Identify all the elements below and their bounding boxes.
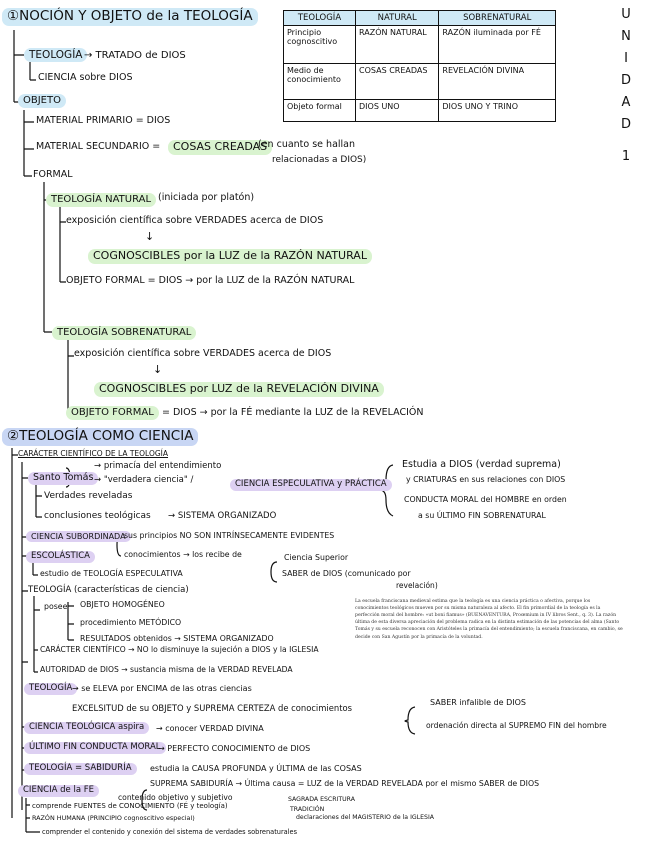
objeto-formal-sobrenatural-text: = DIOS → por la FÉ mediante la LUZ de la REVELACIÓN [162,407,424,418]
unit-letter: D [620,73,631,88]
criaturas-text: y CRIATURAS en sus relaciones con DIOS [406,475,566,484]
formal-label: FORMAL [33,169,73,180]
magisterio: declaraciones del MAGISTERIO de la IGLESIA [296,814,435,821]
conclusiones-teologicas: conclusiones teológicas [44,511,151,521]
objeto-label: OBJETO [18,94,66,108]
escolastica: ESCOLÁSTICA [26,551,95,563]
sistema-organizado: → SISTEMA ORGANIZADO [168,511,277,521]
sagrada-escritura: SAGRADA ESCRITURA [288,796,355,803]
contenido-text: contenido objetivo y subjetivo [118,793,233,802]
table-header: NATURAL [356,11,439,26]
table-cell: Medio de conocimiento [284,64,356,100]
material-primario: MATERIAL PRIMARIO = DIOS [36,115,171,126]
primacia-text: → primacía del entendimiento [94,461,222,471]
ciencia-teologica-aspira: CIENCIA TEOLÓGICA aspira [24,722,149,734]
table-cell: Objeto formal [284,100,356,122]
procedimiento-metodico: procedimiento METÓDICO [80,618,182,627]
table-cell: DIOS UNO Y TRINO [439,100,556,122]
comparison-table [283,10,556,122]
en-cuanto-text: (en cuanto se hallan [258,139,356,150]
teologia-natural-label: TEOLOGÍA NATURAL [46,193,156,207]
ciencia-text: CIENCIA sobre DIOS [38,72,133,83]
sus-principios: sus principios NO SON INTRÍNSECAMENTE EVIDENTES [124,531,335,540]
autoridad-dios: AUTORIDAD de DIOS → sustancia misma de la VERDAD REVELADA [40,665,293,674]
conocer-verdad: → conocer VERDAD DIVINA [156,724,264,733]
exposicion-natural: exposición científica sobre VERDADES acerca de DIOS [66,215,324,226]
comprender-contenido: comprender el contenido y conexión del sistema de verdades sobrenaturales [42,828,298,836]
table-header: TEOLOGÍA [284,11,356,26]
especulativa-practica: CIENCIA ESPECULATIVA y PRÁCTICA [230,479,392,491]
perfecto-conocimiento: → PERFECTO CONOCIMIENTO de DIOS [158,744,311,753]
material-secundario: MATERIAL SECUNDARIO = [36,141,161,152]
objeto-formal-sobrenatural-label: OBJETO FORMAL [66,406,159,420]
table-cell: RAZÓN NATURAL [356,26,439,64]
table-cell: DIOS UNO [356,100,439,122]
excelsitud: EXCELSITUD de su OBJETO y SUPREMA CERTEZA de conocimientos [72,703,352,713]
exposicion-sobrenatural: exposición científica sobre VERDADES acerca de DIOS [74,348,332,359]
suprema-sabiduria: SUPREMA SABIDURÍA → Última causa = LUZ de la VERDAD REVELADA por el mismo SABER de DIOS [150,779,540,788]
verdades-reveladas: Verdades reveladas [44,491,133,501]
teologia-sabiduria: TEOLOGÍA = SABIDURÍA [24,763,137,775]
se-eleva: → se ELEVA por ENCIMA de las otras ciencias [72,684,252,693]
unit-letter [618,136,634,146]
razon-humana: RAZÓN HUMANA (PRINCIPIO cognoscitivo especial) [32,814,195,822]
teologia-eleva-label: TEOLOGÍA [24,683,77,695]
estudia-dios: Estudia a DIOS (verdad suprema) [402,459,561,470]
unit-letter: I [624,51,628,66]
table-row [284,64,556,100]
cosas-creadas: COSAS CREADAS [168,140,272,155]
down-arrow: ↓ [145,230,155,243]
tradicion: TRADICIÓN [290,806,325,813]
objeto-homogeneo: OBJETO HOMOGÉNEO [80,600,165,609]
unit-letter: D [620,117,631,132]
posee-label: posee [44,602,68,611]
ultimo-fin-sobrenatural: a su ÚLTIMO FIN SOBRENATURAL [418,511,546,520]
table-cell: Principio cognoscitivo [284,26,356,64]
unit-letter: A [621,95,631,110]
table-cell: REVELACIÓN DIVINA [439,64,556,100]
iniciada-text: (iniciada por platón) [158,192,255,203]
tratado-text: → TRATADO de DIOS [84,50,186,61]
table-cell: RAZÓN iluminada por FÉ [439,26,556,64]
cognoscibles-natural: COGNOSCIBLES por la LUZ de la RAZÓN NATURAL [88,249,372,264]
table-cell: COSAS CREADAS [356,64,439,100]
saber-infalible: SABER infalible de DIOS [430,698,527,707]
saber-de-dios: SABER de DIOS (comunicado por [282,569,411,578]
cognoscibles-sobrenatural: COGNOSCIBLES por LUZ de la REVELACIÓN DIVINA [94,382,384,397]
ciencia-subordinada: CIENCIA SUBORDINADA [26,531,131,542]
revelacion-text: revelación) [396,581,438,590]
conocimientos-text: conocimientos → los recibe de [124,550,242,559]
down-arrow: ↓ [153,363,163,376]
highlighted-paragraph: La escuela franciscana medieval estima que la teología es una ciencia práctica o afectiva, porque los conocimientos teológicos mueven por su misma naturaleza al afecto. El fin primordial de la teología es la perfección moral del hombre: «ut boni fiamus» (BUENAVENTURA, Proœmium in IV libros Sent., q. 3). La razón última de esta diversa apreciación del problema radica en la distinta estimación de las potencias del alma (Santo Tomás y su escuela reconocen con Aristóteles la primacía del entendimiento; la escuela franciscana, en cambio, se decide con San Agustín por la primacía de la voluntad. [355,599,623,640]
table-row [284,26,556,64]
santo-tomas: Santo Tomás [28,472,98,485]
ordenacion-directa: ordenación directa al SUPREMO FIN del hombre [426,721,607,730]
verdadera-ciencia: → "verdadera ciencia" / [94,475,194,485]
section-1-title: ①NOCIÓN Y OBJETO de la TEOLOGÍA [2,8,258,26]
teologia-sobrenatural-label: TEOLOGÍA SOBRENATURAL [52,326,196,340]
conducta-moral: CONDUCTA MORAL del HOMBRE en orden [404,495,567,504]
teologia-label: TEOLOGÍA [24,48,87,62]
relacionadas-text: relacionadas a DIOS) [272,155,367,165]
unit-letter: U [621,7,631,22]
comprende-fuentes: comprende FUENTES de CONOCIMIENTO (FÉ y teología) [32,802,228,810]
estudio-teologia: estudio de TEOLOGÍA ESPECULATIVA [40,569,183,578]
table-row [284,100,556,122]
caracter-no-disminuye: CARÁCTER CIENTÍFICO → NO lo disminuye la sujeción a DIOS y la IGLESIA [40,645,319,654]
unit-label [618,4,634,168]
ciencia-de-la-fe: CIENCIA de la FE [18,785,99,797]
estudia-causa: estudia la CAUSA PROFUNDA y ÚLTIMA de las COSAS [150,764,362,773]
caracter-cientifico: CARÁCTER CIENTÍFICO DE LA TEOLOGÍA [18,449,169,458]
unit-number: 1 [621,149,631,164]
objeto-formal-natural: OBJETO FORMAL = DIOS → por la LUZ de la RAZÓN NATURAL [66,275,355,286]
teologia-caracteristicas: TEOLOGÍA (características de ciencia) [28,585,189,595]
ultimo-fin-conducta: ÚLTIMO FIN CONDUCTA MORAL [24,742,166,754]
table-header-row [284,11,556,26]
ciencia-superior: Ciencia Superior [284,553,349,562]
unit-letter: N [621,29,631,44]
table-header: SOBRENATURAL [439,11,556,26]
section-2-title: ②TEOLOGÍA COMO CIENCIA [2,428,198,446]
resultados-obtenidos: RESULTADOS obtenidos → SISTEMA ORGANIZADO [80,634,274,643]
